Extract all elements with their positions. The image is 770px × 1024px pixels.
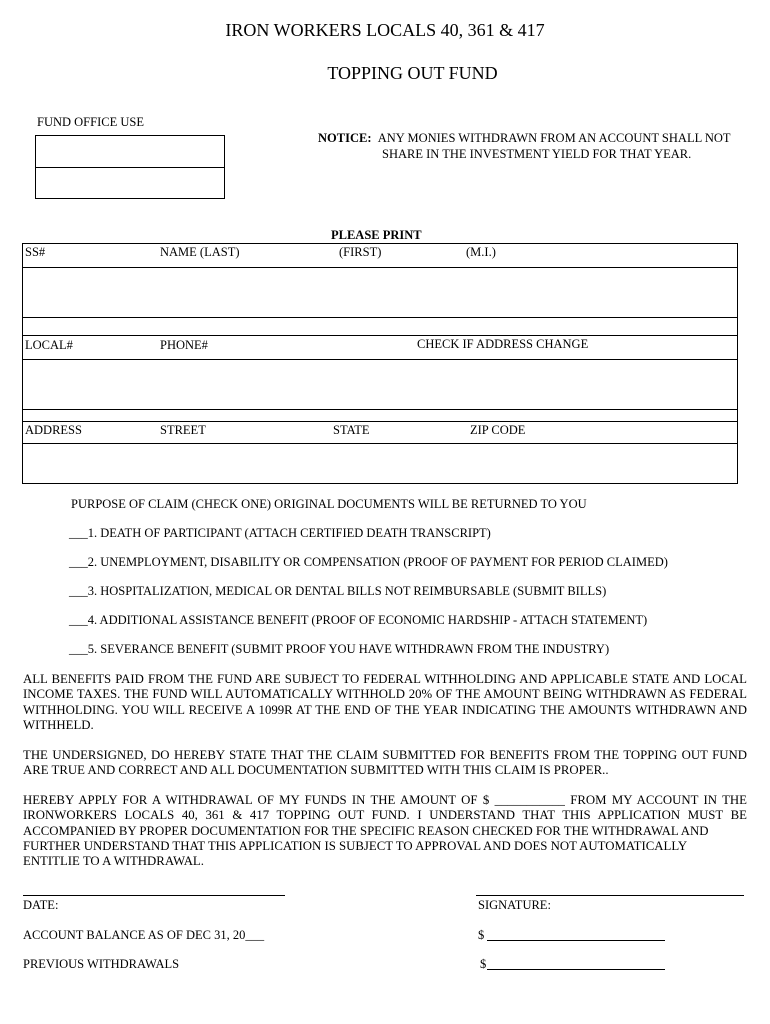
tax-withholding-paragraph: ALL BENEFITS PAID FROM THE FUND ARE SUBJECT TO FEDERAL WITHHOLDING AND APPLICABLE STATE AND LOCAL INCOME TAXES. THE FUND WILL AUTOMATICALLY WITHHOLD 20% OF THE AMOUNT BEING WITHDRAWN AS FEDERAL WITHHOLDING. YOU WILL RECEIVE A 1099R AT THE END OF THE YEAR INDICATING THE AMOUNTS WITHDRAWN AND WITHHELD. — [23, 672, 747, 733]
local-label: LOCAL# — [25, 338, 73, 352]
withdrawal-application-paragraph — [23, 793, 747, 839]
purpose-heading: PURPOSE OF CLAIM (CHECK ONE) ORIGINAL DOCUMENTS WILL BE RETURNED TO YOU — [71, 497, 587, 511]
zip-code-label: ZIP CODE — [470, 423, 526, 437]
purpose-option-5[interactable]: ___5. SEVERANCE BENEFIT (SUBMIT PROOF YOU HAVE WITHDRAWN FROM THE INDUSTRY) — [69, 642, 610, 656]
apply-line-4: FURTHER UNDERSTAND THAT THIS APPLICATION IS SUBJECT TO APPROVAL AND DOES NOT AUTOMATICALLY — [23, 839, 688, 853]
street-label: STREET — [160, 423, 206, 437]
signature-label: SIGNATURE: — [478, 898, 551, 912]
purpose-option-3[interactable]: ___3. HOSPITALIZATION, MEDICAL OR DENTAL BILLS NOT REIMBURSABLE (SUBMIT BILLS) — [69, 584, 607, 598]
purpose-option-2[interactable]: ___2. UNEMPLOYMENT, DISABILITY OR COMPENSATION (PROOF OF PAYMENT FOR PERIOD CLAIMED) — [69, 555, 668, 569]
ss-label: SS# — [25, 245, 46, 259]
signature-line[interactable] — [476, 895, 744, 896]
withdrawal-amount-blank[interactable]: ___________ — [494, 793, 565, 807]
address-change-label[interactable]: CHECK IF ADDRESS CHANGE — [417, 337, 589, 351]
previous-withdrawals-label: PREVIOUS WITHDRAWALS — [23, 957, 180, 971]
account-balance-label: ACCOUNT BALANCE AS OF DEC 31, 20___ — [23, 928, 265, 942]
apply-line-5: ENTITLIE TO A WITHDRAWAL. — [23, 854, 204, 868]
form-title: IRON WORKERS LOCALS 40, 361 & 417 — [225, 20, 545, 40]
address-entry-field[interactable] — [23, 444, 737, 483]
grid-line — [22, 421, 738, 422]
apply-text-before: HEREBY APPLY FOR A WITHDRAWAL OF MY FUNDS IN THE AMOUNT OF $ — [23, 793, 490, 807]
state-label: STATE — [333, 423, 370, 437]
fund-office-use-label: FUND OFFICE USE — [37, 115, 144, 129]
date-label: DATE: — [23, 898, 59, 912]
grid-line — [22, 409, 738, 410]
fund-office-use-box — [35, 135, 225, 199]
local-phone-entry-field[interactable] — [23, 360, 737, 408]
notice-text-1: ANY MONIES WITHDRAWN FROM AN ACCOUNT SHALL NOT — [377, 131, 731, 145]
previous-withdrawals-field[interactable] — [487, 969, 665, 970]
name-last-label: NAME (LAST) — [160, 245, 240, 259]
claim-statement-paragraph: THE UNDERSIGNED, DO HEREBY STATE THAT THE CLAIM SUBMITTED FOR BENEFITS FROM THE TOPPING OUT FUND ARE TRUE AND CORRECT AND ALL DOCUMENTATION SUBMITTED WITH THIS CLAIM IS PROPER.. — [23, 748, 747, 778]
grid-line — [22, 335, 738, 336]
address-label: ADDRESS — [25, 423, 82, 437]
date-line[interactable] — [23, 895, 285, 896]
purpose-option-4[interactable]: ___4. ADDITIONAL ASSISTANCE BENEFIT (PROOF OF ECONOMIC HARDSHIP - ATTACH STATEMENT) — [69, 613, 648, 627]
middle-initial-label: (M.I.) — [466, 245, 496, 259]
please-print-label: PLEASE PRINT — [331, 228, 422, 242]
name-entry-field[interactable] — [23, 268, 737, 316]
notice-line1 — [318, 131, 731, 146]
apply-text-after: FROM MY ACCOUNT IN THE IRONWORKERS LOCALS 40, 361 & 417 TOPPING OUT FUND. I UNDERSTAND THAT THIS APPLICATION MUST BE ACCOMPANIED BY PROPER DOCUMENTATION FOR THE SPECIFIC REASON CHECKED FOR THE WITHDRAWAL AND — [23, 793, 747, 838]
notice-text-2: SHARE IN THE INVESTMENT YIELD FOR THAT YEAR. — [382, 147, 692, 161]
previous-withdrawals-dollar: $ — [480, 957, 487, 971]
notice-label: NOTICE: — [318, 131, 372, 145]
purpose-option-1[interactable]: ___1. DEATH OF PARTICIPANT (ATTACH CERTIFIED DEATH TRANSCRIPT) — [69, 526, 491, 540]
form-subtitle: TOPPING OUT FUND — [327, 63, 498, 83]
account-balance-dollar: $ — [478, 928, 485, 942]
grid-line — [22, 317, 738, 318]
fund-office-use-divider — [36, 167, 224, 168]
first-name-label: (FIRST) — [339, 245, 382, 259]
account-balance-field[interactable] — [487, 940, 665, 941]
phone-label: PHONE# — [160, 338, 208, 352]
